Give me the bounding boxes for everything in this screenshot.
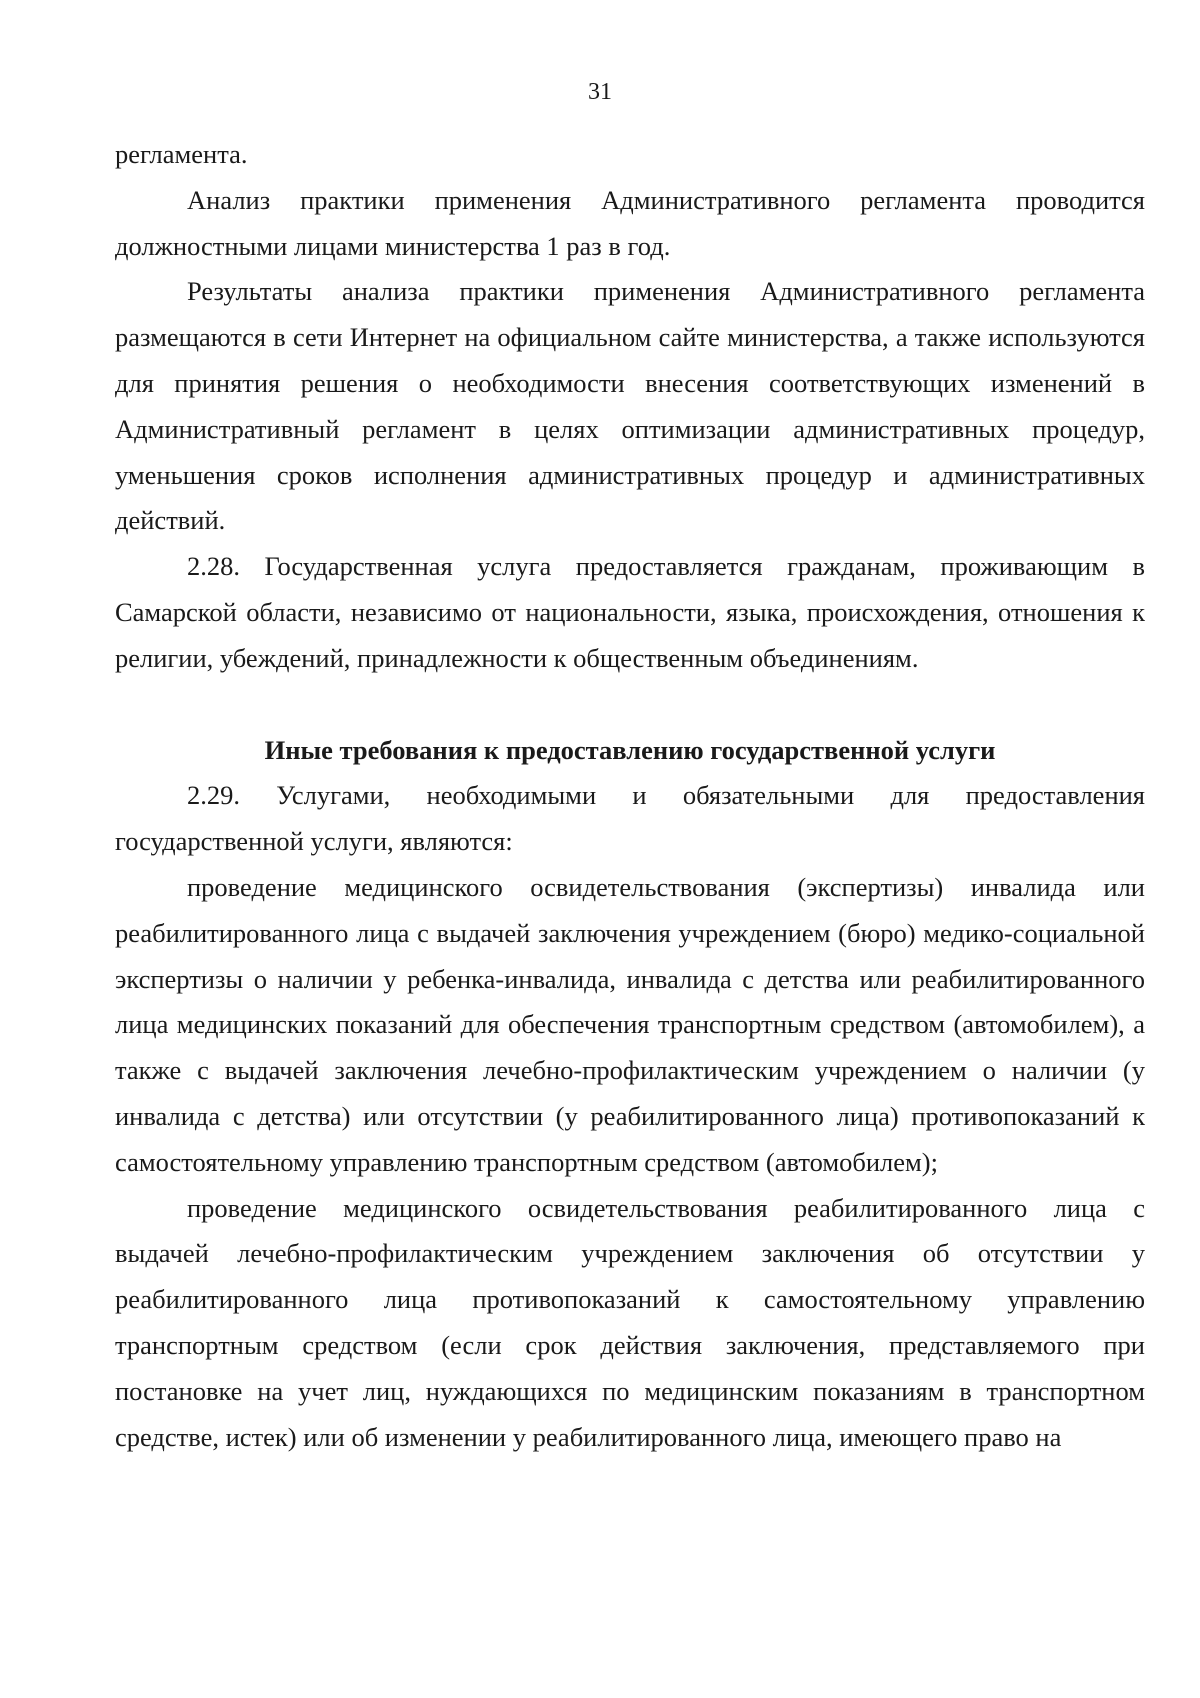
paragraph-continuation: регламента. — [115, 139, 248, 169]
page-number: 31 — [588, 79, 612, 105]
paragraph-medical-examination: проведение медицинского освидетельствования (экспертизы) инвалида или реабилитированного лица с выдачей заключения учреждением (бюро) медико-социальной экспертизы о наличии у ребенка-инвалида, инвалида с детства или реабилитированного лица медицинских показаний для обеспечения транспортным средством (автомобилем), а также с выдачей заключения лечебно-профилактическим учреждением о наличии (у инвалида с детства) или отсутствии (у реабилитированного лица) противопоказаний к самостоятельному управлению транспортным средством (автомобилем); — [115, 871, 1145, 1177]
paragraph-2-29: 2.29. Услугами, необходимыми и обязательными для предоставления государственной услуги, являются: — [115, 780, 1145, 857]
paragraph-rehabilitated-examination: проведение медицинского освидетельствования реабилитированного лица с выдачей лечебно-профилактическим учреждением заключения об отсутствии у реабилитированного лица противопоказаний к самостоятельному управлению транспортным средством (если срок действия заключения, представляемого при постановке на учет лиц, нуждающихся по медицинским показаниям в транспортном средстве, истек) или об изменении у реабилитированного лица, имеющего право на — [115, 1192, 1145, 1452]
document-body — [115, 132, 1145, 1460]
paragraph-analysis-practice: Анализ практики применения Административного регламента проводится должностными лицами министерства 1 раз в год. — [115, 184, 1145, 261]
paragraph-analysis-results: Результаты анализа практики применения Административного регламента размещаются в сети Интернет на официальном сайте министерства, а также используются для принятия решения о необходимости внесения соответствующих изменений в Административный регламент в целях оптимизации административных процедур, уменьшения сроков исполнения административных процедур и административных действий. — [115, 276, 1145, 536]
paragraph-2-28: 2.28. Государственная услуга предоставляется гражданам, проживающим в Самарской области, независимо от национальности, языка, происхождения, отношения к религии, убеждений, принадлежности к общественным объединениям. — [115, 551, 1145, 673]
section-heading: Иные требования к предоставлению государственной услуги — [264, 734, 996, 765]
